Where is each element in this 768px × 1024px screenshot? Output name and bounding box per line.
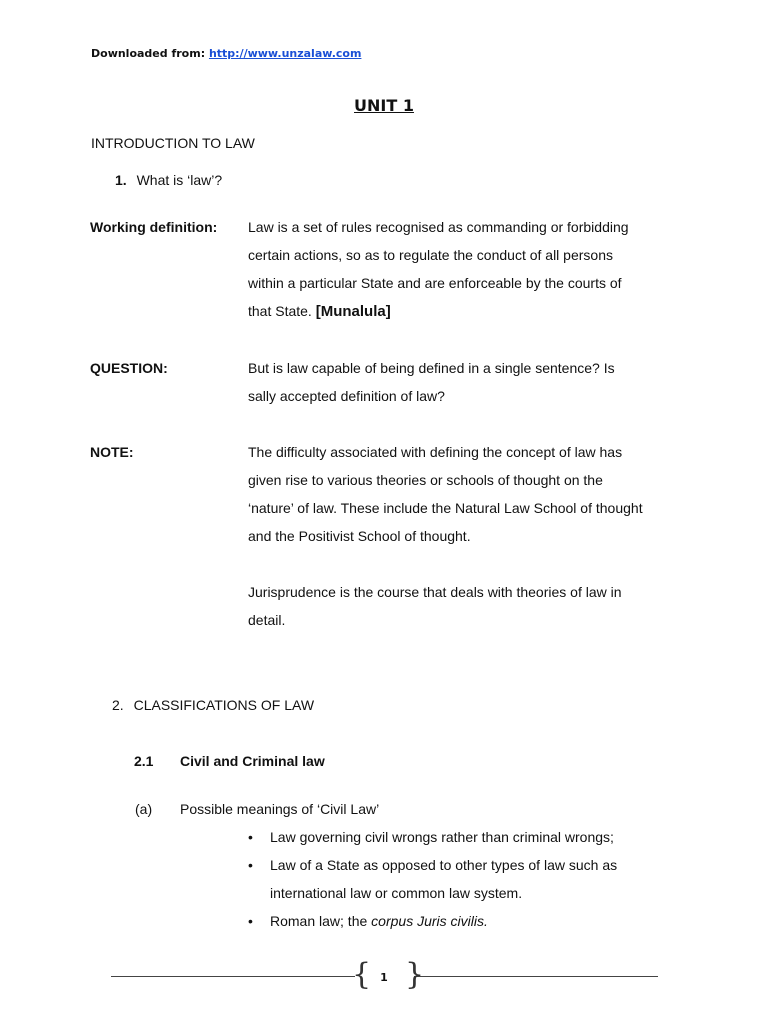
section-2-1-title: Civil and Criminal law [180, 753, 325, 769]
list-item: • Roman law; the corpus Juris civilis. [248, 907, 688, 935]
intro-heading: INTRODUCTION TO LAW [91, 135, 255, 151]
note-label: NOTE: [90, 444, 134, 460]
unit-title: UNIT 1 [354, 96, 414, 115]
footer-rule-right [414, 976, 658, 977]
note-line: The difficulty associated with defining the concept of law has [248, 444, 623, 460]
working-definition-line: that State. [248, 303, 312, 319]
source-link[interactable]: http://www.unzalaw.com [208, 47, 362, 60]
jurisprudence-text [248, 578, 688, 634]
download-source [91, 47, 361, 60]
question-text [248, 354, 688, 410]
section-2-1-number: 2.1 [134, 753, 154, 769]
question-1 [115, 172, 222, 188]
note-text [248, 438, 688, 550]
section-2-number: 2. [112, 697, 124, 713]
note-line: and the Positivist School of thought. [248, 528, 471, 544]
question-label: QUESTION: [90, 360, 168, 376]
left-brace-icon: { [352, 957, 372, 992]
jurisprudence-line: detail. [248, 612, 286, 628]
note-line: given rise to various theories or schools of thought on the [248, 472, 603, 488]
citation: [Munalula] [315, 303, 391, 320]
list-item: • Law of a State as opposed to other types of law such as international law or common law system. [248, 851, 688, 907]
question-line: sally accepted definition of law? [248, 388, 445, 404]
civil-law-meanings [248, 823, 688, 935]
note-line: ‘nature’ of law. These include the Natural Law School of thought [248, 500, 643, 516]
question-1-number: 1. [115, 172, 127, 188]
working-definition-line: within a particular State and are enforceable by the courts of [248, 275, 622, 291]
right-brace-icon: } [405, 957, 425, 992]
item-a-marker: (a) [135, 801, 153, 817]
working-definition-label: Working definition: [90, 219, 218, 235]
question-line: But is law capable of being defined in a single sentence? Is [248, 360, 615, 376]
working-definition-line: certain actions, so as to regulate the conduct of all persons [248, 247, 613, 263]
working-definition-line: Law is a set of rules recognised as commanding or forbidding [248, 219, 629, 235]
downloaded-label: Downloaded from: [91, 47, 206, 60]
item-a-text: Possible meanings of ‘Civil Law’ [180, 801, 380, 817]
working-definition-last-line [248, 297, 688, 326]
footer-rule-left [111, 976, 355, 977]
jurisprudence-line: Jurisprudence is the course that deals with theories of law in [248, 584, 622, 600]
section-2-title: CLASSIFICATIONS OF LAW [133, 697, 315, 713]
section-2-heading [112, 697, 314, 713]
question-1-text: What is ‘law’? [136, 172, 223, 188]
corpus-juris-text: corpus Juris civilis. [371, 913, 488, 929]
page-number: 1 [380, 971, 388, 984]
list-item-continuation: international law or common law system. [270, 885, 523, 901]
list-item: • Law governing civil wrongs rather than criminal wrongs; [248, 823, 688, 851]
section-2-1-heading [134, 753, 325, 769]
working-definition-text [248, 213, 688, 326]
